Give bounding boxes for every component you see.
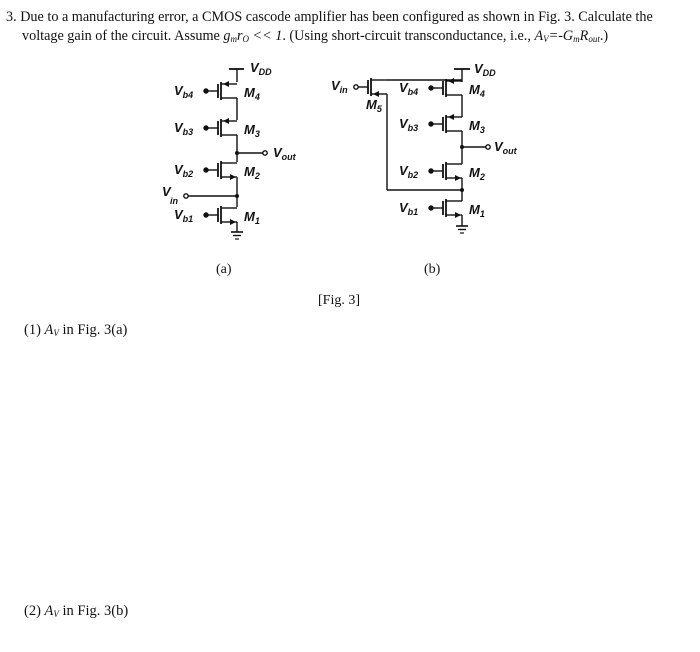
ground-symbol-a <box>231 232 243 239</box>
q1-number: (1) <box>24 322 41 338</box>
vin-label-b: $V_{in}$ <box>331 78 348 95</box>
m4-transistor-b <box>429 78 462 97</box>
question-1 <box>24 322 127 339</box>
vout-label-b: $V_{out}$ <box>494 139 517 156</box>
m3-transistor-a <box>204 118 237 137</box>
vdd-label-b: $V_{DD}$ <box>474 61 496 78</box>
problem-text-3: . (Using short-circuit transconductance, i.e., <box>282 28 531 44</box>
figure-caption: [Fig. 3] <box>318 293 360 308</box>
vb4-label-b: $V_{b4}$ <box>399 80 419 97</box>
q1-text: in Fig. 3(a) <box>62 322 128 338</box>
m5-transistor-b <box>354 78 387 97</box>
vb3-label-b: $V_{b3}$ <box>399 116 419 133</box>
m2-transistor-a <box>204 161 237 180</box>
ground-symbol-b <box>456 226 468 233</box>
m3-label-a: $M_3$ <box>244 122 260 139</box>
m5-label-b: $M_5$ <box>366 97 382 114</box>
m2-label-b: $M_2$ <box>469 165 485 182</box>
problem-text-4: .) <box>599 28 609 44</box>
m1-label-a: $M_1$ <box>244 209 260 226</box>
q2-text: in Fig. 3(b) <box>62 603 129 619</box>
m2-label-a: $M_2$ <box>244 164 260 181</box>
subfigure-label-a: (a) <box>216 262 232 277</box>
vout-label-a: $V_{out}$ <box>273 145 296 162</box>
vb3-label-a: $V_{b3}$ <box>174 120 194 137</box>
gain-formula: $A_V=-G_mR_{out}$ <box>534 28 600 44</box>
vb4-label-a: $V_{b4}$ <box>174 83 194 100</box>
m1-transistor-a <box>204 206 237 225</box>
m2-transistor-b <box>429 162 462 181</box>
m3-transistor-b <box>429 114 462 133</box>
problem-number: 3. <box>6 9 17 25</box>
problem-text-2: voltage gain of the circuit. Assume <box>22 28 220 44</box>
gain-condition: $g_mr_O << 1$ <box>223 28 283 44</box>
q2-number: (2) <box>24 603 41 619</box>
m3-label-b: $M_3$ <box>469 118 485 135</box>
vb1-label-b: $V_{b1}$ <box>399 200 419 217</box>
vin-label-a: Vin <box>162 184 178 206</box>
m1-label-b: $M_1$ <box>469 202 485 219</box>
vb2-label-a: $V_{b2}$ <box>174 162 194 179</box>
q1-variable: $A_V$ <box>44 322 59 338</box>
vb1-label-a: $V_{b1}$ <box>174 207 194 224</box>
vb2-label-b: $V_{b2}$ <box>399 163 419 180</box>
circuit-b <box>331 61 518 233</box>
m4-transistor-a <box>204 81 237 100</box>
q2-variable: $A_V$ <box>44 603 59 619</box>
problem-text-1: Due to a manufacturing error, a CMOS cascode amplifier has been configured as shown in Fig. 3. Calculate the <box>20 9 653 25</box>
m4-label-b: $M_4$ <box>469 82 485 99</box>
m4-label-a: $M_4$ <box>244 85 260 102</box>
m1-transistor-b <box>429 199 462 218</box>
vdd-label-a: $V_{DD}$ <box>250 60 272 77</box>
subfigure-label-b: (b) <box>424 262 441 277</box>
question-2 <box>24 603 128 620</box>
circuit-a <box>162 60 297 239</box>
